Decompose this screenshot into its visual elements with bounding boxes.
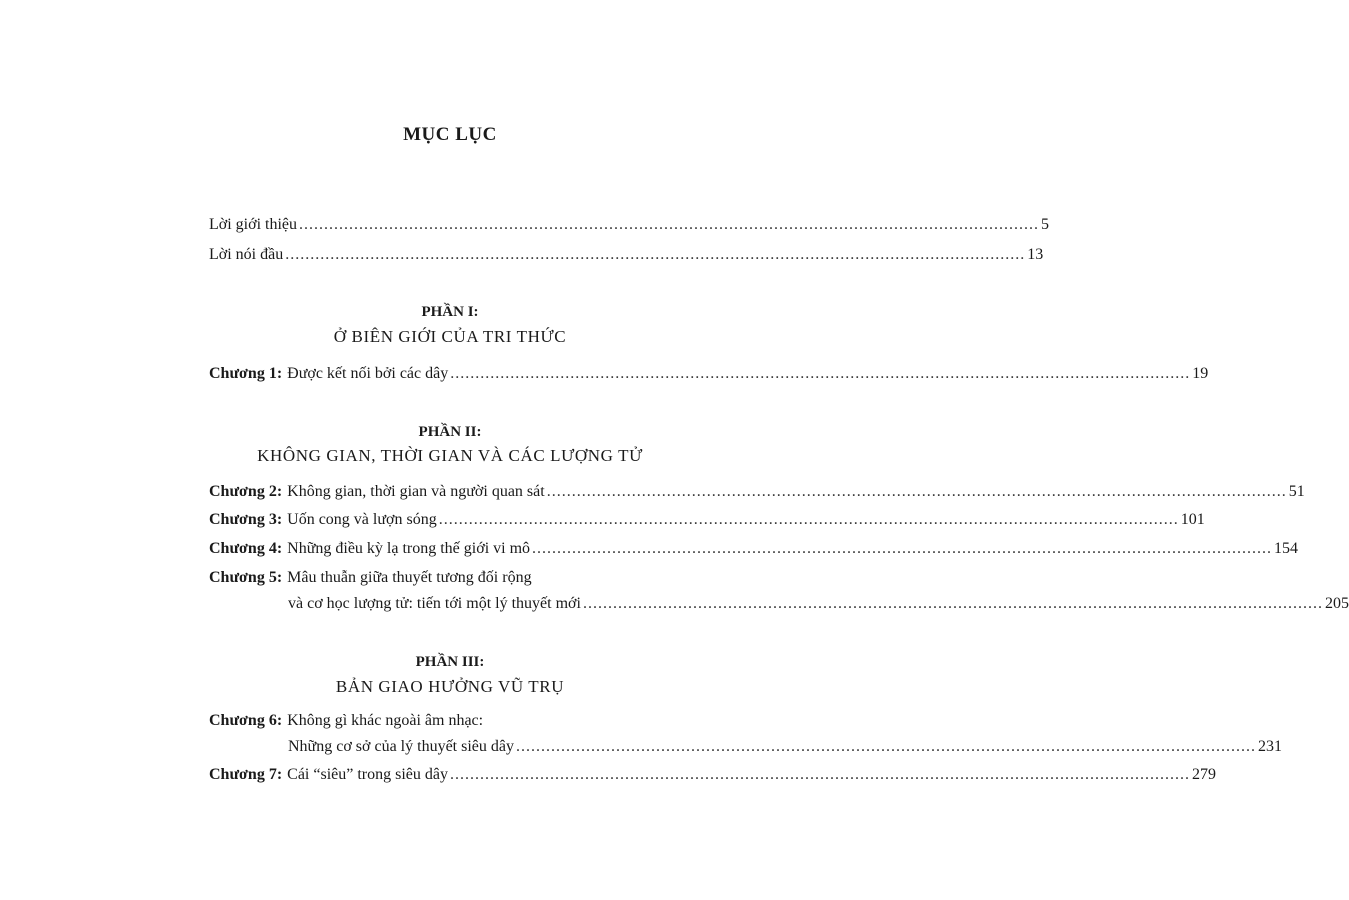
toc-entry-chapter-1[interactable]: [209, 364, 1209, 384]
entry-text: Những điều kỳ lạ trong thế giới vi mô: [287, 540, 531, 557]
chapter-label: Chương 6:: [209, 712, 283, 729]
dot-leader: ....................................................................................................................................................: [532, 540, 1273, 557]
entry-text-continued: và cơ học lượng tử: tiến tới một lý thuyết mới: [288, 595, 581, 612]
toc-entry-chapter-6[interactable]: [209, 711, 483, 731]
dot-leader: ....................................................................................................................................................: [546, 483, 1287, 500]
toc-entry-introduction[interactable]: [209, 215, 1050, 235]
entry-page-number: 205: [1324, 595, 1349, 612]
chapter-label: Chương 4:: [209, 540, 283, 557]
entry-text: Uốn cong và lượn sóng: [287, 511, 437, 528]
toc-entry-chapter-7[interactable]: [209, 765, 1216, 785]
dot-leader: ....................................................................................................................................................: [438, 511, 1179, 528]
chapter-label: Chương 3:: [209, 511, 283, 528]
entry-page-number: 231: [1258, 738, 1282, 755]
entry-text: Lời nói đầu: [209, 246, 284, 263]
entry-page-number: 154: [1274, 540, 1299, 557]
part-title: Ở BIÊN GIỚI CỦA TRI THỨC: [333, 327, 567, 346]
part-heading: PHẦN I:: [421, 304, 479, 320]
dot-leader: ....................................................................................................................................................: [516, 738, 1256, 755]
dot-leader: ....................................................................................................................................................: [449, 766, 1190, 783]
entry-page-number: 279: [1191, 766, 1216, 783]
entry-page-number: 13: [1027, 246, 1044, 263]
entry-text: Không gì khác ngoài âm nhạc:: [287, 712, 484, 729]
toc-entry-chapter-6-continued[interactable]: [288, 737, 1282, 757]
chapter-label: Chương 5:: [209, 569, 283, 586]
dot-leader: ....................................................................................................................................................: [582, 595, 1323, 612]
toc-entry-chapter-3[interactable]: [209, 510, 1205, 530]
entry-page-number: 5: [1041, 216, 1050, 233]
entry-text: Cái “siêu” trong siêu dây: [287, 766, 448, 783]
page-title: MỤC LỤC: [403, 124, 497, 145]
toc-entry-chapter-2[interactable]: [209, 482, 1305, 502]
toc-entry-chapter-5-continued[interactable]: [288, 594, 1349, 614]
dot-leader: ....................................................................................................................................................: [450, 365, 1191, 382]
entry-text: Lời giới thiệu: [209, 216, 298, 233]
entry-text: Không gian, thời gian và người quan sát: [287, 483, 545, 500]
part-heading: PHẦN III:: [415, 654, 485, 670]
entry-page-number: 101: [1180, 511, 1205, 528]
chapter-label: Chương 7:: [209, 766, 283, 783]
entry-text: Mâu thuẫn giữa thuyết tương đối rộng: [287, 569, 532, 586]
entry-text-continued: Những cơ sở của lý thuyết siêu dây: [288, 738, 514, 755]
part-title: KHÔNG GIAN, THỜI GIAN VÀ CÁC LƯỢNG TỬ: [257, 446, 643, 465]
toc-entry-chapter-5[interactable]: [209, 568, 532, 588]
part-heading: PHẦN II:: [418, 424, 482, 440]
entry-page-number: 19: [1192, 365, 1209, 382]
dot-leader: ....................................................................................................................................................: [299, 216, 1040, 233]
entry-page-number: 51: [1288, 483, 1305, 500]
chapter-label: Chương 1:: [209, 365, 283, 382]
entry-text: Được kết nối bởi các dây: [287, 365, 449, 382]
chapter-label: Chương 2:: [209, 483, 283, 500]
dot-leader: ....................................................................................................................................................: [285, 246, 1026, 263]
toc-entry-chapter-4[interactable]: [209, 539, 1299, 559]
toc-entry-preface[interactable]: [209, 245, 1044, 265]
part-title: BẢN GIAO HƯỞNG VŨ TRỤ: [335, 677, 565, 696]
